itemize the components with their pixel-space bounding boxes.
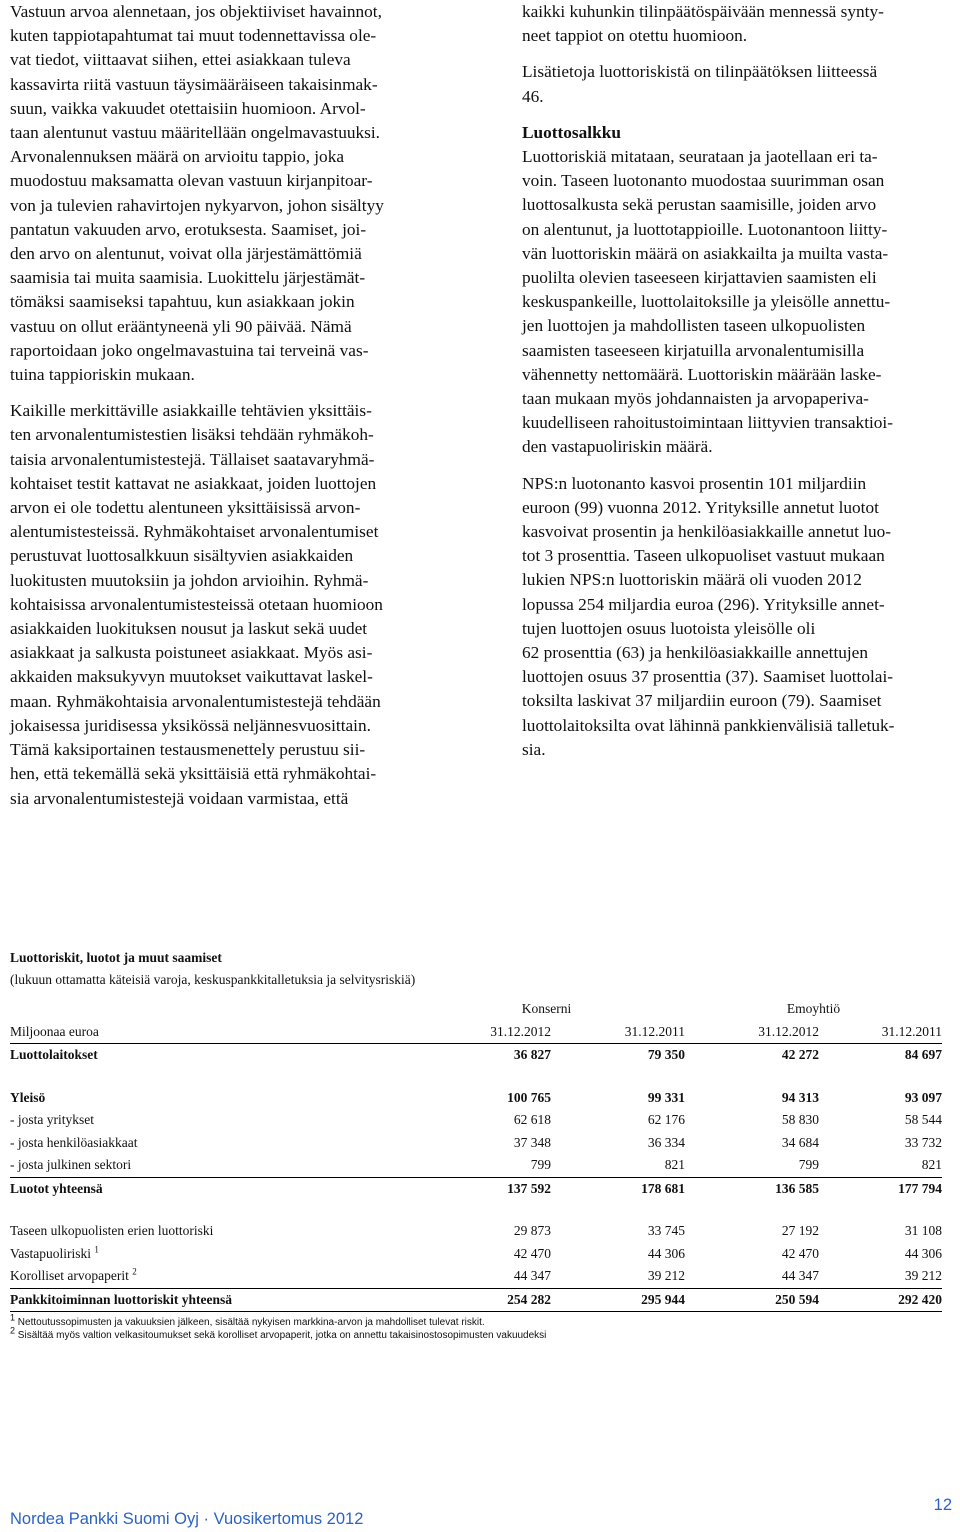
row-label: Taseen ulkopuolisten erien luottoriski xyxy=(10,1223,214,1239)
table-group-header-row xyxy=(10,998,942,1021)
row-label-text: Korolliset arvopaperit xyxy=(10,1268,129,1284)
paragraph: Vastuun arvoa alennetaan, jos objektiiviset havainnot, kuten tappiotapahtumat tai muut todennettavissa ole- vat tiedot, viittaavat siihen, ettei asiakkaan tuleva kassavirta riitä vastuun täysimääräiseen takaisinmak- suun, vaikka vakuudet otettaisiin huomioon. Arvol- taan alentunut vastuu määritellään ongelmavastuuksi. Arvonalennuksen määrä on arvioitu tappio, joka muodostuu maksamatta olevan vastuun kirjanpitoar- von ja tulevien rahavirtojen nykyarvon, johon sisältyy pantatun vakuuden arvo, erotuksesta. Saamiset, joi- den arvo on alentunut, voivat olla järjestämättömiä saamisia tai muita saamisia. Luokittelu järjestämät- tömäksi saamiseksi tapahtuu, kun asiakkaan jokin vastuu on ollut erääntyneenä yli 90 päivää. Nämä raportoidaan joko ongelmavastuina tai terveinä vas- tuina tappioriskin mukaan. xyxy=(10,2,384,385)
table-cell: 250 594 xyxy=(685,1288,819,1312)
table-row xyxy=(10,1044,942,1067)
table-cell: 33 745 xyxy=(647,1223,685,1239)
row-label: - josta henkilöasiakkaat xyxy=(10,1134,138,1150)
credit-risk-table-block xyxy=(10,948,942,1342)
footnote-mark: 1 xyxy=(94,1244,99,1255)
row-label: Pankkitoiminnan luottoriskit yhteensä xyxy=(10,1288,408,1312)
table-cell: 292 420 xyxy=(819,1288,942,1312)
group-header-konserni: Konserni xyxy=(521,1001,572,1017)
table-cell: 36 334 xyxy=(647,1134,685,1150)
column-header: 31.12.2011 xyxy=(551,1021,685,1044)
table-cell: 93 097 xyxy=(904,1089,942,1105)
table-cell: 36 827 xyxy=(513,1047,551,1063)
table-cell: 31 108 xyxy=(904,1223,942,1239)
footnote-mark: 1 xyxy=(10,1312,16,1323)
column-header: 31.12.2012 xyxy=(408,1021,551,1044)
table-row xyxy=(10,1265,942,1288)
row-label xyxy=(10,1243,408,1266)
table-cell: 42 470 xyxy=(781,1245,819,1261)
left-text-column xyxy=(10,0,480,811)
table-cell: 44 347 xyxy=(685,1265,819,1288)
table-cell: 84 697 xyxy=(904,1047,942,1063)
row-label-text: Vastapuoliriski xyxy=(10,1245,91,1261)
table-spacer xyxy=(10,1067,942,1087)
column-header: 31.12.2012 xyxy=(685,1021,819,1044)
row-label xyxy=(10,1265,408,1288)
table-cell: 821 xyxy=(819,1154,942,1177)
footnote xyxy=(10,1325,942,1342)
footer-report-title: Nordea Pankki Suomi Oyj · Vuosikertomus 2012 xyxy=(10,1510,364,1528)
section-heading: Luottosalkku xyxy=(522,122,621,142)
table-cell: 44 306 xyxy=(904,1245,942,1261)
paragraph: NPS:n luotonanto kasvoi prosentin 101 miljardiin euroon (99) vuonna 2012. Yrityksille annetut luotot kasvoivat prosentin ja henkilöasiakkaille annetut luo- tot 3 prosenttia. Taseen ulkopuoliset vastuut mukaan lukien NPS:n luottoriskin määrä oli vuoden 2012 lopussa 254 miljardia euroa (296). Yrityksille annet- tujen luottojen osuus luotoista yleisölle oli 62 prosenttia (63) ja henkilöasiakkaille annettujen luottojen osuus 37 prosenttia (37). Saamiset luottolai- toksilta laskivat 37 miljardiin euroon (79). Saamiset luottolaitoksilta ovat lähinnä pankkienvälisiä talletuk- sia. xyxy=(522,473,895,759)
table-cell: 58 544 xyxy=(904,1112,942,1128)
paragraph: kaikki kuhunkin tilinpäätöspäivään mennessä synty- neet tappiot on otettu huomioon. xyxy=(522,2,884,46)
table-row xyxy=(10,1177,942,1200)
table-cell: 799 xyxy=(685,1154,819,1177)
table-cell: 29 873 xyxy=(513,1223,551,1239)
row-label: Luottolaitokset xyxy=(10,1047,98,1063)
table-cell: 137 592 xyxy=(507,1180,551,1196)
table-cell: 177 794 xyxy=(898,1180,942,1196)
table-cell: 99 331 xyxy=(647,1089,685,1105)
table-row xyxy=(10,1132,942,1155)
table-row xyxy=(10,1288,942,1312)
table-row xyxy=(10,1154,942,1177)
paragraph: Luottoriskiä mitataan, seurataan ja jaotellaan eri ta- voin. Taseen luotonanto muodostaa suurimman osan luottosalkusta sekä perustan saamisille, joiden arvo on alentunut, ja luottotappioille. Luotonantoon liitty- vän luottoriskin määrä on asiakkailta ja muilta vasta- puolilta olevien taseeseen kirjattavien saamisten eli keskuspankeille, luottolaitoksille ja yleisölle annettu- jen luottojen ja mahdollisten taseen ulkopuolisten saamisten taseeseen kirjatuilla arvonalentumisilla vähennetty nettomäärä. Luottoriskin määrään laske- taan mukaan myös johdannaisten ja arvopaperiva- kuudelliseen rahoitustoimintaan liittyvien transaktioi- den vastapuoliriskin määrä. xyxy=(522,147,893,457)
table-cell: 136 585 xyxy=(775,1180,819,1196)
table-cell: 58 830 xyxy=(781,1112,819,1128)
right-text-column xyxy=(522,0,952,762)
group-header-emoyhtio: Emoyhtiö xyxy=(786,1001,841,1017)
table-cell: 27 192 xyxy=(781,1223,819,1239)
table-row xyxy=(10,1220,942,1243)
credit-risk-table xyxy=(10,998,942,1312)
table-cell: 94 313 xyxy=(781,1089,819,1105)
table-cell: 62 618 xyxy=(513,1112,551,1128)
table-row xyxy=(10,1243,942,1266)
table-row xyxy=(10,1109,942,1132)
row-label: - josta julkinen sektori xyxy=(10,1154,408,1177)
unit-label: Miljoonaa euroa xyxy=(10,1021,408,1044)
table-title: Luottoriskit, luotot ja muut saamiset xyxy=(10,950,222,965)
footnote-mark: 2 xyxy=(132,1266,137,1277)
table-cell: 295 944 xyxy=(551,1288,685,1312)
footnote-text: Nettoutussopimusten ja vakuuksien jälkeen, sisältää nykyisen markkina-arvon ja mahdolliset tulevat riskit. xyxy=(17,1317,485,1328)
table-cell: 821 xyxy=(551,1154,685,1177)
table-row xyxy=(10,1087,942,1110)
table-cell: 44 347 xyxy=(408,1265,551,1288)
table-spacer xyxy=(10,1200,942,1220)
table-cell: 799 xyxy=(408,1154,551,1177)
footnote-mark: 2 xyxy=(10,1325,16,1336)
table-cell: 254 282 xyxy=(408,1288,551,1312)
row-label: - josta yritykset xyxy=(10,1112,94,1128)
table-cell: 44 306 xyxy=(647,1245,685,1261)
table-cell: 79 350 xyxy=(647,1047,685,1063)
table-footnotes xyxy=(10,1312,942,1342)
table-cell: 178 681 xyxy=(641,1180,685,1196)
table-cell: 34 684 xyxy=(781,1134,819,1150)
column-header: 31.12.2011 xyxy=(819,1021,942,1044)
row-label: Yleisö xyxy=(10,1089,46,1105)
table-cell: 100 765 xyxy=(507,1089,551,1105)
table-header-row xyxy=(10,1021,942,1044)
table-cell: 42 272 xyxy=(781,1047,819,1063)
paragraph: Kaikille merkittäville asiakkaille tehtävien yksittäis- ten arvonalentumistestien lisäksi tehdään ryhmäkoh- taisia arvonalentumistestejä. Tällaiset saatavaryhmä- kohtaiset testit kattavat ne asiakkaat, joiden luottojen arvon ei ole todettu alentuneen yksittäisissä arvon- alentumistesteissä. Ryhmäkohtaiset arvonalentumiset perustuvat luottosalkkuun sisältyvien asiakkaiden luokitusten muutoksiin ja johdon arvioihin. Ryhmä- kohtaisissa arvonalentumistesteissä otetaan huomioon asiakkaiden luokituksen nousut ja laskut sekä uudet asiakkaat ja salkusta poistuneet asiakkaat. Myös asi- akkaiden maksukyvyn muutokset vaikuttavat laskel- maan. Ryhmäkohtaisia arvonalentumistestejä tehdään jokaisessa juridisessa yksikössä neljännesvuosittain. Tämä kaksiportainen testausmenettely perustuu sii- hen, että tekemällä sekä yksittäisiä että ryhmäkohtai- sia arvonalentumistestejä voidaan varmistaa, että xyxy=(10,401,383,808)
footnote-text: Sisältää myös valtion velkasitoumukset sekä korolliset arvopaperit, jotka on annettu takaisinostosopimusten vakuudeksi xyxy=(17,1330,547,1341)
table-subtitle: (lukuun ottamatta käteisiä varoja, keskuspankkitalletuksia ja selvitysriskiä) xyxy=(10,972,416,987)
footnote xyxy=(10,1312,942,1329)
paragraph: Lisätietoja luottoriskistä on tilinpäätöksen liitteessä 46. xyxy=(522,62,878,106)
table-cell: 42 470 xyxy=(513,1245,551,1261)
row-label: Luotot yhteensä xyxy=(10,1180,103,1196)
table-cell: 39 212 xyxy=(551,1265,685,1288)
table-cell: 62 176 xyxy=(647,1112,685,1128)
table-cell: 37 348 xyxy=(513,1134,551,1150)
table-cell: 33 732 xyxy=(904,1134,942,1150)
table-cell: 39 212 xyxy=(819,1265,942,1288)
page-number: 12 xyxy=(933,1496,952,1514)
